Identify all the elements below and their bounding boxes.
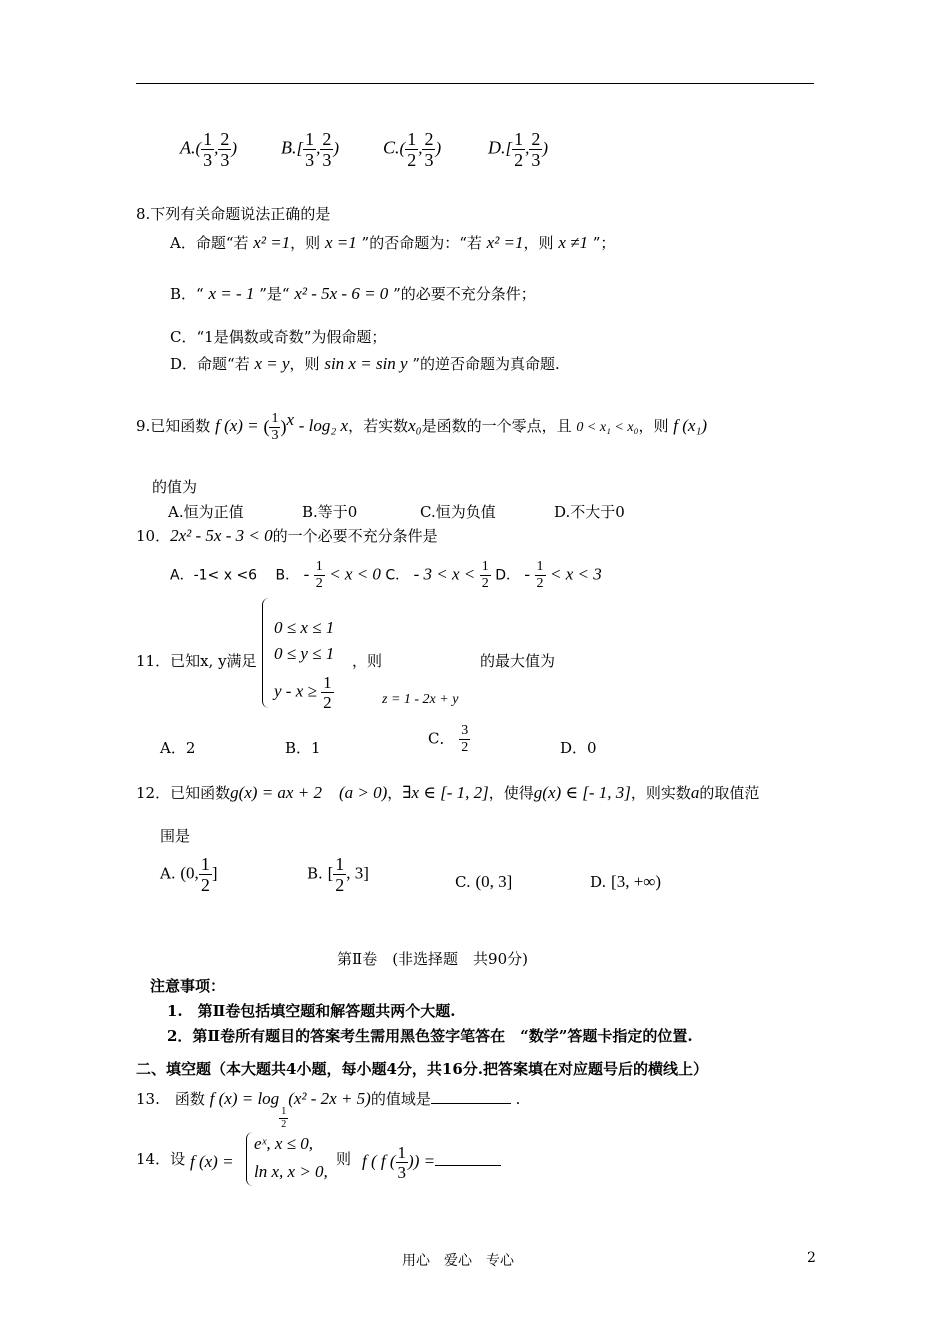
q12-stem: 12．已知函数g(x) = ax + 2 (a > 0)，∃x ∈ [- 1, 2]，使得g(x) ∈ [- 1, 3]，则实数a的取值范 xyxy=(136,783,760,802)
q11-label: 11．已知x, y满足 xyxy=(136,652,257,670)
q10-options: A．-1< x <6 B． - $\frac{1}{2}$ < x < 0 C． - 3 < x < $\frac{1}{2}$ D． - $\frac{1}{2}$ < x < 3 xyxy=(170,559,602,591)
q10-stem: 10．2x² - 5x - 3 < 0的一个必要不充分条件是 xyxy=(136,526,438,545)
q12-option-a: A. (0, $\frac{1}{2}$ ] xyxy=(160,854,218,895)
q12-option-c: C. (0, 3] xyxy=(455,872,513,891)
q14-answer-blank[interactable] xyxy=(435,1153,501,1166)
q7-option-a: A.( $\frac{1}{3}$ , $\frac{2}{3}$ ) xyxy=(180,129,238,170)
q14-then: 则 xyxy=(336,1150,352,1168)
q14-f: f (x) = xyxy=(190,1152,234,1171)
left-brace xyxy=(262,598,269,708)
q9-line2: 的值为 xyxy=(152,478,198,496)
footer-motto: 用心 爱心 专心 xyxy=(402,1253,514,1269)
q12-option-d: D. [3, +∞) xyxy=(590,872,662,891)
q11-option-a: A．2 xyxy=(160,739,196,757)
left-brace xyxy=(246,1132,253,1186)
q8-option-c: C．“1是偶数或奇数”为假命题； xyxy=(170,328,387,346)
q12-line2: 围是 xyxy=(160,827,191,845)
q11-system: 0 ≤ x ≤ 1 0 ≤ y ≤ 1 y - x ≥ $\frac{1}{2}$ xyxy=(262,598,362,710)
q11-option-d: D．0 xyxy=(560,739,597,757)
q9-option-b: B.等于0 xyxy=(302,503,358,521)
q11-option-b: B．1 xyxy=(285,739,321,757)
page-number: 2 xyxy=(807,1250,816,1266)
q11-tail: 的最大值为 xyxy=(480,652,556,670)
q13-stem: 13. 函数 f (x) = log $\frac{1}{2}$ (x² - 2x + 5)的值域是 . xyxy=(136,1089,521,1130)
q11-then: ，则 xyxy=(352,652,383,670)
q8-option-d: D．命题“若 x = y，则 sin x = sin y ”的逆否命题为真命题. xyxy=(170,354,560,373)
section-heading: 二、填空题（本大题共4小题，每小题4分，共16分.把答案填在对应题号后的横线上） xyxy=(136,1060,708,1078)
q9-option-c: C.恒为负值 xyxy=(420,503,496,521)
q7-option-b: B.[ $\frac{1}{3}$ , $\frac{2}{3}$ ) xyxy=(281,129,340,170)
q7-option-c: C.( $\frac{1}{2}$ , $\frac{2}{3}$ ) xyxy=(383,129,442,170)
q12-option-b: B. [ $\frac{1}{2}$ , 3] xyxy=(307,854,369,895)
q8-option-a: A．命题“若 x² =1，则 x =1 ”的否命题为：“若 x² =1，则 x ≠1 ”； xyxy=(170,233,616,252)
q9-option-a: A.恒为正值 xyxy=(168,503,244,521)
notice-item-2: 2．第Ⅱ卷所有题目的答案考生需用黑色签字笔答在 “数学”答题卡指定的位置. xyxy=(167,1027,693,1045)
notice-heading: 注意事项： xyxy=(150,977,226,995)
q14-label: 14．设 xyxy=(136,1150,186,1168)
q13-answer-blank[interactable] xyxy=(431,1091,511,1104)
q7-option-d: D.[ $\frac{1}{2}$ , $\frac{2}{3}$ ) xyxy=(488,129,549,170)
header-rule xyxy=(136,83,814,84)
q8-option-b: B．“ x = - 1 ”是“ x² - 5x - 6 = 0 ”的必要不充分条件； xyxy=(170,284,536,303)
q14-cases: eˣ, x ≤ 0, ln x, x > 0, xyxy=(246,1132,336,1188)
notice-item-1: 1. 第Ⅱ卷包括填空题和解答题共两个大题. xyxy=(167,1002,456,1020)
q9-stem: 9.已知函数 f (x) = ( $\frac{1}{3}$ )$^x$ - log₂ x，若实数x₀是函数的一个零点，且 0 < x₁ < x₀，则 f (x₁) xyxy=(136,410,708,443)
part2-title: 第Ⅱ卷 (非选择题 共90分) xyxy=(337,950,528,968)
q8-stem: 8.下列有关命题说法正确的是 xyxy=(136,205,331,223)
q11-objective: z = 1 - 2x + y xyxy=(382,692,459,707)
q14-expression: f ( f ( $\frac{1}{3}$ )) = xyxy=(362,1144,501,1181)
q9-option-d: D.不大于0 xyxy=(554,503,625,521)
q11-option-c: C． $\frac{3}{2}$ xyxy=(428,723,469,755)
